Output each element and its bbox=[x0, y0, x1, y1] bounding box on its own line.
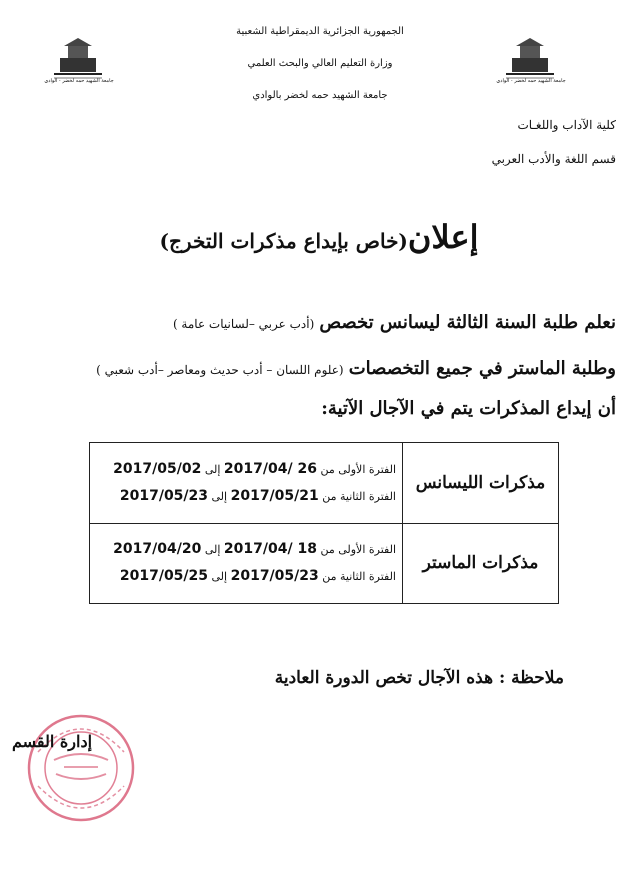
official-stamp bbox=[24, 712, 139, 824]
row-kind: مذكرات الماستر bbox=[403, 523, 559, 604]
body-line-3: أن إيداع المذكرات يتم في الآجال الآتية: bbox=[321, 398, 616, 419]
table-row bbox=[90, 523, 559, 604]
schedule-table bbox=[89, 442, 559, 604]
body-line-1: نعلم طلبة السنة الثالثة ليسانس تخصص (أدب عربي –لسانيات عامة ) bbox=[172, 312, 616, 333]
period-line: الفترة الأولى من 18 /2017/04 إلى 2017/04/20 bbox=[113, 541, 396, 558]
signature-label: إدارة القسم bbox=[12, 732, 93, 751]
note-text: ملاحظة : هذه الآجال تخص الدورة العادية bbox=[274, 668, 564, 688]
period-line: الفترة الأولى من 26 /2017/04 إلى 2017/05/02 bbox=[113, 460, 396, 477]
department-name: قسم اللغة والأدب العربي bbox=[491, 152, 616, 166]
header-university: جامعة الشهيد حمه لخضر بالوادي bbox=[252, 90, 388, 101]
title-sub: (خاص بإيداع مذكرات التخرج) bbox=[159, 229, 408, 253]
body-line-2: وطلبة الماستر في جميع التخصصات (علوم اللسان – أدب حديث ومعاصر –أدب شعبي ) bbox=[96, 358, 616, 379]
announcement-title bbox=[0, 218, 638, 256]
row-periods bbox=[90, 523, 403, 604]
period-line: الفترة الثانية من 2017/05/23 إلى 2017/05/25 bbox=[119, 568, 396, 585]
row-periods bbox=[90, 443, 403, 524]
logo-caption-right: جامعة الشهيد حمه لخضر - الوادي bbox=[496, 78, 566, 84]
row-kind: مذكرات الليسانس bbox=[403, 443, 559, 524]
header-republic: الجمهورية الجزائرية الديمقراطية الشعبية bbox=[236, 26, 404, 37]
header-ministry: وزارة التعليم العالي والبحث العلمي bbox=[247, 58, 393, 69]
logo-caption-left: جامعة الشهيد حمه لخضر - الوادي bbox=[44, 78, 114, 84]
table-row bbox=[90, 443, 559, 524]
period-line: الفترة الثانية من 2017/05/21 إلى 2017/05/23 bbox=[119, 487, 396, 504]
title-main: إعلان bbox=[407, 218, 479, 256]
faculty-name: كلية الآداب واللغـات bbox=[517, 118, 616, 132]
